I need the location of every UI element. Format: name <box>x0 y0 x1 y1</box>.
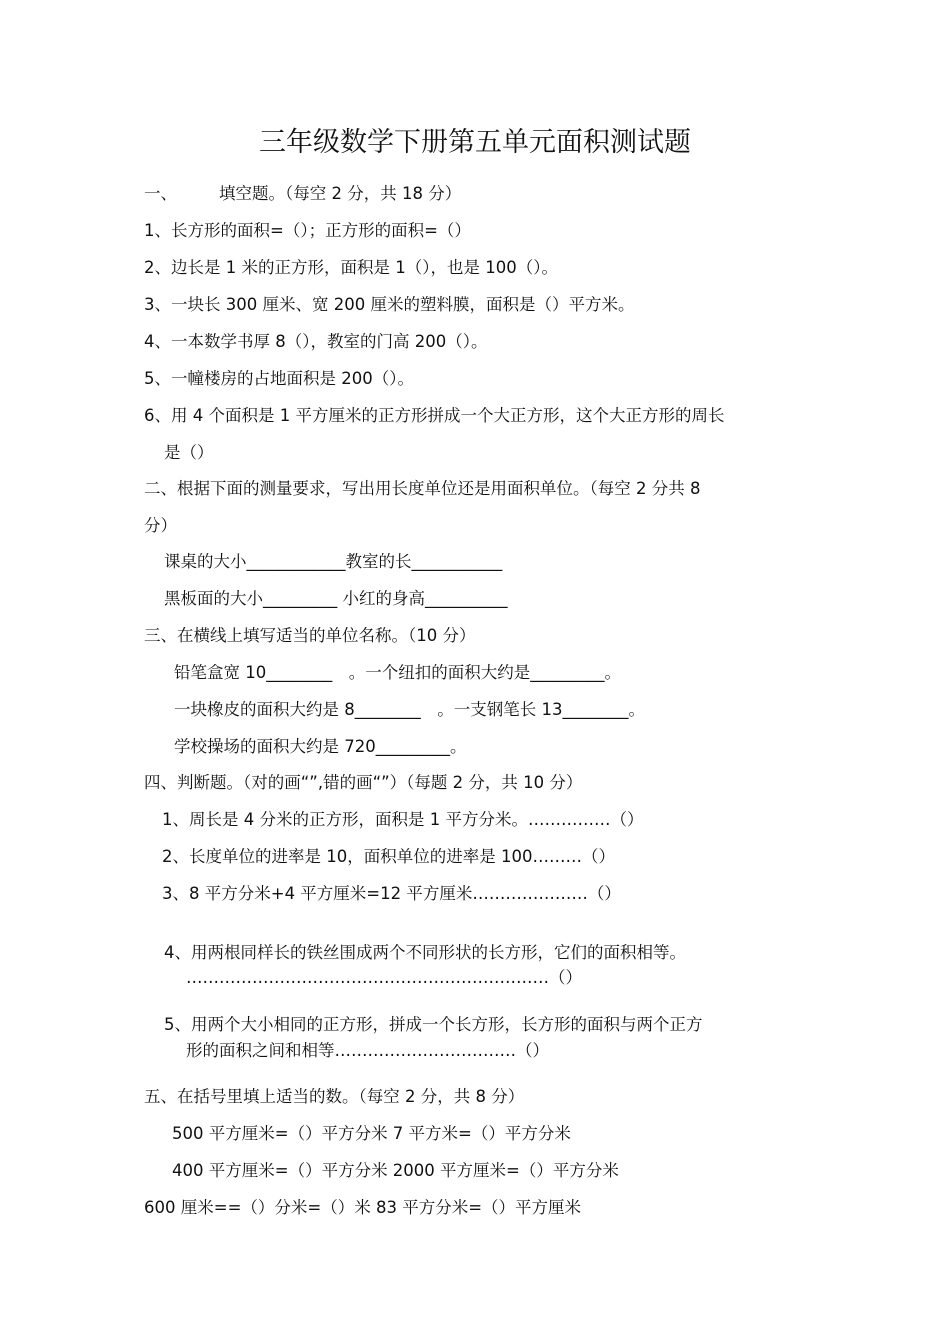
section-2-line-1: 课桌的大小____________教室的长___________ <box>164 552 503 571</box>
question-1-2: 2、边长是 1 米的正方形，面积是 1（），也是 100（）。 <box>144 258 558 277</box>
section-2-line-2: 黑板面的大小_________ 小红的身高__________ <box>164 589 508 608</box>
page-title: 三年级数学下册第五单元面积测试题 <box>259 127 691 158</box>
question-1-1: 1、长方形的面积=（）；正方形的面积=（） <box>144 221 471 240</box>
section-1-number: 一、 <box>144 184 177 203</box>
section-1-heading-text: 填空题。（每空 2 分，共 18 分） <box>219 184 462 203</box>
question-4-4-continued: …………………………………………………………（） <box>186 968 582 987</box>
question-4-4: 4、用两根同样长的铁丝围成两个不同形状的长方形，它们的面积相等。 <box>164 943 686 962</box>
section-3-line-2: 一块橡皮的面积大约是 8________ 。一支钢笔长 13________。 <box>174 700 645 719</box>
question-1-3: 3、一块长 300 厘米、宽 200 厘米的塑料膜，面积是（）平方米。 <box>144 295 635 314</box>
section-3-heading: 三、在横线上填写适当的单位名称。（10 分） <box>144 626 476 645</box>
section-3-line-1: 铅笔盒宽 10________ 。一个纽扣的面积大约是_________。 <box>174 663 621 682</box>
section-2-heading-continued: 分） <box>144 516 177 535</box>
section-4-heading: 四、判断题。（对的画“”,错的画“”）（每题 2 分，共 10 分） <box>144 773 583 792</box>
question-1-4: 4、一本数学书厚 8（），教室的门高 200（）。 <box>144 332 488 351</box>
section-1-heading <box>144 183 461 205</box>
question-4-5: 5、用两个大小相同的正方形，拼成一个长方形，长方形的面积与两个正方 <box>164 1015 703 1034</box>
question-1-5: 5、一幢楼房的占地面积是 200（）。 <box>144 369 414 388</box>
section-5-line-1: 500 平方厘米=（）平方分米 7 平方米=（）平方分米 <box>172 1124 571 1143</box>
question-1-6-continued: 是（） <box>164 443 214 462</box>
section-5-heading: 五、在括号里填上适当的数。（每空 2 分，共 8 分） <box>144 1087 525 1106</box>
section-2-heading: 二、根据下面的测量要求，写出用长度单位还是用面积单位。（每空 2 分共 8 <box>144 479 701 498</box>
question-4-5-continued: 形的面积之间和相等……………………………（） <box>186 1041 549 1060</box>
section-5-line-3: 600 厘米==（）分米=（）米 83 平方分米=（）平方厘米 <box>144 1198 582 1217</box>
question-1-6: 6、用 4 个面积是 1 平方厘米的正方形拼成一个大正方形，这个大正方形的周长 <box>144 406 725 425</box>
question-4-2: 2、长度单位的进率是 10，面积单位的进率是 100………（） <box>162 847 615 866</box>
section-5-line-2: 400 平方厘米=（）平方分米 2000 平方厘米=（）平方分米 <box>172 1161 619 1180</box>
section-3-line-3: 学校操场的面积大约是 720_________。 <box>174 737 467 756</box>
question-4-3: 3、8 平方分米+4 平方厘米=12 平方厘米…………………（） <box>162 884 621 903</box>
question-4-1: 1、周长是 4 分米的正方形，面积是 1 平方分米。……………（） <box>162 810 644 829</box>
